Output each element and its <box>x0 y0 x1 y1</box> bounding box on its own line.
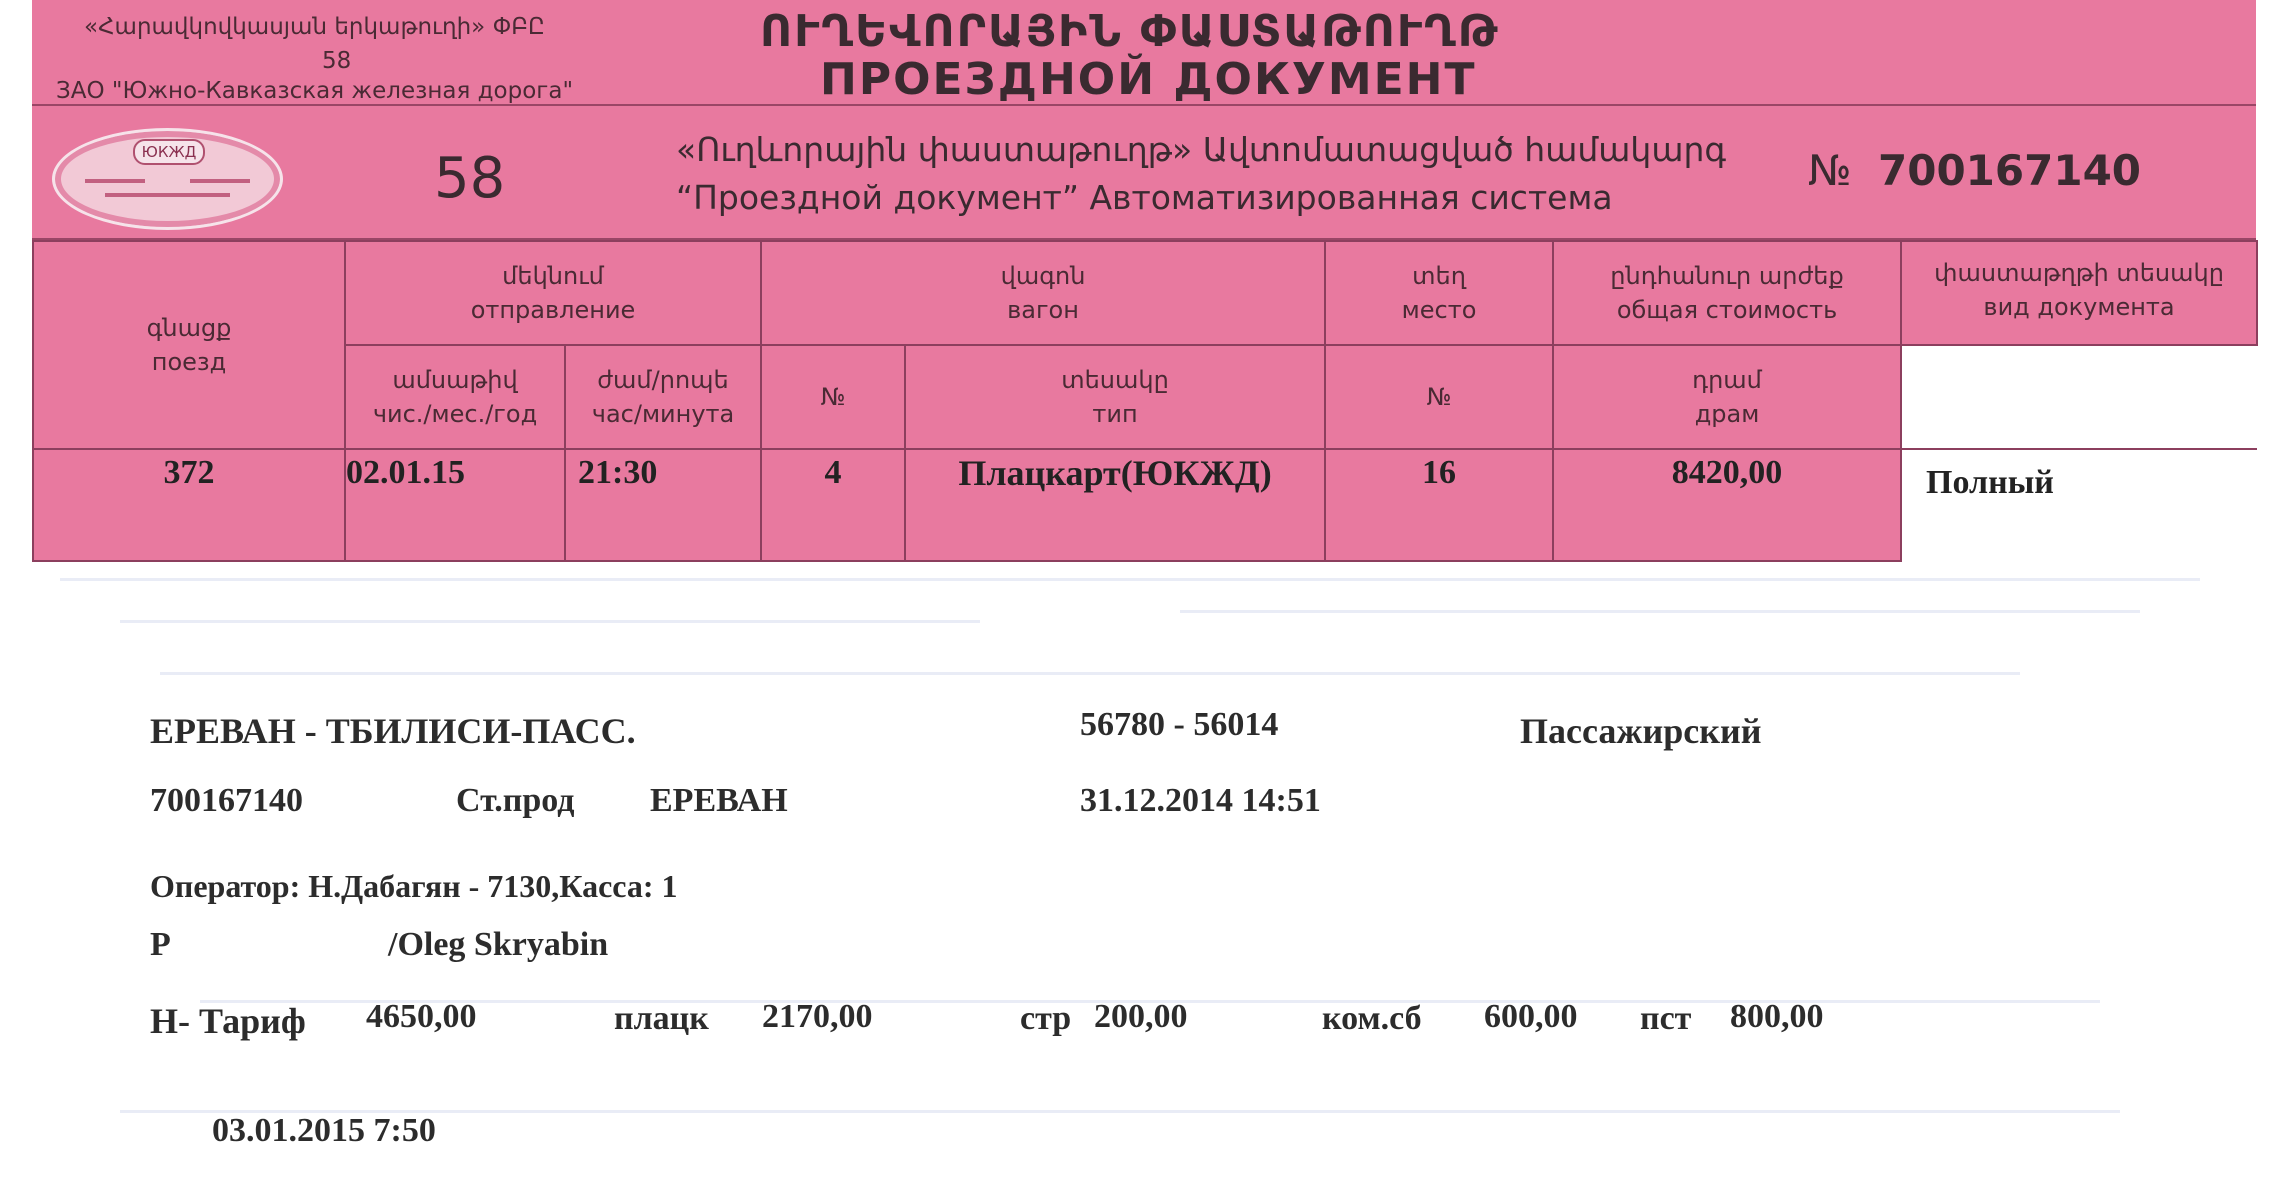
insurance-label: стр <box>1020 1000 1072 1037</box>
bedding-label: пст <box>1640 1000 1692 1037</box>
route: ЕРЕВАН - ТБИЛИСИ-ПАСС. <box>150 711 636 751</box>
col-car-no-header <box>761 345 905 449</box>
col-date-header <box>345 345 565 449</box>
date-value: 02.01.15 <box>345 449 565 561</box>
train-value: 372 <box>33 449 345 561</box>
type-label-am: տեսակը <box>1061 366 1169 394</box>
fee-label: ком.сб <box>1322 1000 1422 1037</box>
currency-label-ru: драм <box>1694 400 1760 428</box>
system-name-russian: “Проездной документ” Автоматизированная система <box>676 178 1613 217</box>
car-label-am: վագոն <box>1000 262 1086 290</box>
station-codes: 56780 - 56014 <box>1080 706 1279 743</box>
seat-label-ru: место <box>1401 296 1477 324</box>
time-label-ru: час/минута <box>591 400 735 428</box>
cost-label-ru: общая стоимость <box>1616 296 1838 324</box>
operator: Оператор: Н.Дабагян - 7130,Касса: 1 <box>150 868 678 904</box>
type-value: Плацкарт(ЮКЖД) <box>905 449 1325 561</box>
tariff-label: Н- Тариф <box>150 1001 306 1041</box>
departure-label-ru: отправление <box>470 296 636 324</box>
date-label-ru: чис./мес./год <box>372 400 538 428</box>
railway-logo <box>52 128 283 230</box>
sale-datetime: 31.12.2014 14:51 <box>1080 782 1321 819</box>
col-seat-no-header <box>1325 345 1553 449</box>
doc-number-label: № <box>1808 146 1852 195</box>
departure-label-am: մեկնում <box>502 262 604 290</box>
doctype-blank <box>1901 345 2257 449</box>
arrival-datetime: 03.01.2015 7:50 <box>212 1112 436 1149</box>
type-label-ru: тип <box>1092 400 1138 428</box>
paper-bleed-line <box>120 620 980 623</box>
doctype-value: Полный <box>1901 449 2257 561</box>
sale-station: ЕРЕВАН <box>650 782 788 819</box>
train-class: Пассажирский <box>1520 711 1762 751</box>
paper-bleed-line <box>1180 610 2140 613</box>
title-armenian: ՈՒՂԵՎՈՐԱՅԻՆ ՓԱՍՏԱԹՈՒՂԹ <box>760 6 1500 57</box>
fee-value: 600,00 <box>1484 998 1578 1035</box>
col-car-header <box>761 241 1325 345</box>
doc-number: 700167140 <box>1878 146 2142 195</box>
car-no-label: № <box>820 383 846 411</box>
title-russian: ПРОЕЗДНОЙ ДОКУМЕНТ <box>820 54 1477 105</box>
col-cost-header <box>1553 241 1901 345</box>
doctype-label-ru: вид документа <box>1983 293 2175 321</box>
col-time-header <box>565 345 761 449</box>
train-label-ru: поезд <box>151 348 227 376</box>
seat-value: 16 <box>1325 449 1553 561</box>
seat-label-am: տեղ <box>1412 262 1466 290</box>
col-train-header <box>33 241 345 449</box>
org-code: 58 <box>322 48 352 74</box>
tariff-value: 4650,00 <box>366 998 477 1035</box>
org-name-armenian: «Հարավկովկասյան երկաթուղի» ՓԲԸ <box>84 14 545 40</box>
bedding-value: 800,00 <box>1730 998 1824 1035</box>
paper-bleed-line <box>60 578 2200 581</box>
passenger-name: /Oleg Skryabin <box>388 926 609 963</box>
region-code: 58 <box>434 146 506 211</box>
car-value: 4 <box>761 449 905 561</box>
ticket-number: 700167140 <box>150 782 303 819</box>
sale-label: Ст.прод <box>456 782 575 819</box>
col-departure-header <box>345 241 761 345</box>
train-label-am: գնացք <box>146 314 232 342</box>
ticket-table <box>32 240 2258 562</box>
currency-label-am: դրամ <box>1692 366 1762 394</box>
paper-bleed-line <box>160 672 2020 675</box>
col-type-header <box>905 345 1325 449</box>
seat-no-label: № <box>1426 383 1452 411</box>
insurance-value: 200,00 <box>1094 998 1188 1035</box>
platz-label: плацк <box>614 1000 709 1037</box>
col-seat-header <box>1325 241 1553 345</box>
time-value: 21:30 <box>565 449 761 561</box>
cost-value: 8420,00 <box>1553 449 1901 561</box>
table-row <box>33 449 2257 561</box>
doctype-label-am: փաստաթղթի տեսակը <box>1934 259 2224 287</box>
time-label-am: ժամ/րոպե <box>597 366 729 394</box>
car-label-ru: вагон <box>1007 296 1079 324</box>
system-name-armenian: «Ուղևորային փաստաթուղթ» Ավտոմատացված համակարգ <box>676 130 1727 169</box>
logo-text: ЮКЖД <box>133 139 205 165</box>
passenger-prefix: Р <box>150 926 171 963</box>
org-name-russian: ЗАО "Южно-Кавказская железная дорога" <box>56 78 574 104</box>
platz-value: 2170,00 <box>762 998 873 1035</box>
col-currency-header <box>1553 345 1901 449</box>
col-doctype-header <box>1901 241 2257 345</box>
cost-label-am: ընդհանուր արժեք <box>1610 262 1844 290</box>
date-label-am: ամսաթիվ <box>392 366 518 394</box>
